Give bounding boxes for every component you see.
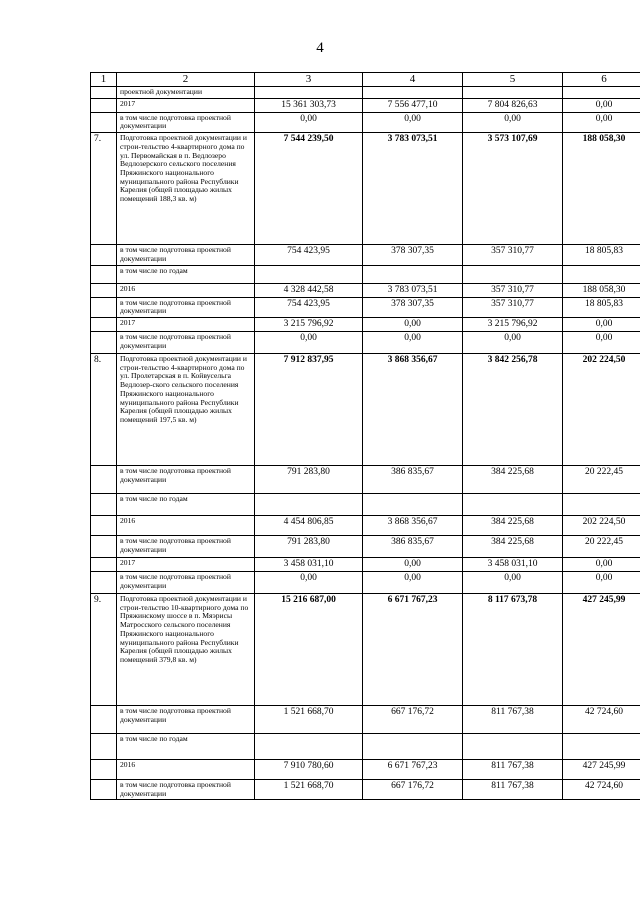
table-row bbox=[91, 572, 640, 594]
value-federal: 6 671 767,23 bbox=[363, 594, 463, 706]
row-index bbox=[91, 245, 117, 265]
row-description: в том числе подготовка проектной документации bbox=[117, 466, 255, 494]
row-index bbox=[91, 780, 117, 800]
value-local bbox=[563, 265, 640, 283]
row-description: в том числе подготовка проектной документации bbox=[117, 572, 255, 594]
row-index bbox=[91, 558, 117, 572]
table-row bbox=[91, 133, 640, 245]
row-index bbox=[91, 98, 117, 112]
value-regional: 0,00 bbox=[463, 332, 563, 354]
table-row bbox=[91, 332, 640, 354]
value-total: 1 521 668,70 bbox=[255, 706, 363, 734]
row-description: в том числе подготовка проектной документации bbox=[117, 706, 255, 734]
value-regional: 384 225,68 bbox=[463, 466, 563, 494]
value-local: 0,00 bbox=[563, 572, 640, 594]
value-total: 15 361 303,73 bbox=[255, 98, 363, 112]
table-header-row bbox=[91, 73, 640, 87]
value-regional: 811 767,38 bbox=[463, 760, 563, 780]
value-local: 188 058,30 bbox=[563, 283, 640, 297]
row-index: 8. bbox=[91, 354, 117, 466]
value-federal: 3 868 356,67 bbox=[363, 354, 463, 466]
row-index bbox=[91, 572, 117, 594]
value-local: 0,00 bbox=[563, 98, 640, 112]
row-index bbox=[91, 494, 117, 516]
value-regional: 3 215 796,92 bbox=[463, 318, 563, 332]
header-cell: 6 bbox=[563, 73, 640, 87]
value-total: 754 423,95 bbox=[255, 245, 363, 265]
value-federal: 378 307,35 bbox=[363, 245, 463, 265]
value-regional: 3 458 031,10 bbox=[463, 558, 563, 572]
value-regional: 384 225,68 bbox=[463, 516, 563, 536]
value-federal: 667 176,72 bbox=[363, 780, 463, 800]
budget-table bbox=[90, 72, 640, 800]
value-total bbox=[255, 265, 363, 283]
table-row bbox=[91, 245, 640, 265]
value-local: 0,00 bbox=[563, 558, 640, 572]
row-description: проектной документации bbox=[117, 87, 255, 99]
value-federal bbox=[363, 87, 463, 99]
value-federal: 378 307,35 bbox=[363, 297, 463, 317]
value-federal: 0,00 bbox=[363, 112, 463, 132]
row-description: Подготовка проектной документации и строи-тельство 4-квартирного дома по ул. Пролетарская в п. Койвусельга Ведлозер-ского сельского поселения Пряжинского национального муниципального района Республики Карелия (общей площадью жилых помещений 197,5 кв. м) bbox=[117, 354, 255, 466]
table-row bbox=[91, 558, 640, 572]
value-federal: 0,00 bbox=[363, 318, 463, 332]
value-local bbox=[563, 87, 640, 99]
value-federal: 386 835,67 bbox=[363, 466, 463, 494]
row-index bbox=[91, 283, 117, 297]
header-cell: 5 bbox=[463, 73, 563, 87]
value-local: 427 245,99 bbox=[563, 594, 640, 706]
table-row bbox=[91, 734, 640, 760]
value-total: 3 458 031,10 bbox=[255, 558, 363, 572]
value-local: 202 224,50 bbox=[563, 516, 640, 536]
value-local: 188 058,30 bbox=[563, 133, 640, 245]
row-description: 2016 bbox=[117, 283, 255, 297]
table-row bbox=[91, 494, 640, 516]
page-number: 4 bbox=[316, 40, 324, 56]
value-local: 18 805,83 bbox=[563, 245, 640, 265]
row-index bbox=[91, 332, 117, 354]
row-index bbox=[91, 536, 117, 558]
row-index bbox=[91, 466, 117, 494]
value-total bbox=[255, 87, 363, 99]
value-local: 0,00 bbox=[563, 318, 640, 332]
table-row bbox=[91, 706, 640, 734]
value-federal: 386 835,67 bbox=[363, 536, 463, 558]
value-total: 4 328 442,58 bbox=[255, 283, 363, 297]
row-description: 2017 bbox=[117, 558, 255, 572]
row-description: в том числе подготовка проектной документации bbox=[117, 112, 255, 132]
row-index bbox=[91, 87, 117, 99]
row-index bbox=[91, 265, 117, 283]
value-federal: 3 783 073,51 bbox=[363, 283, 463, 297]
table-row bbox=[91, 265, 640, 283]
value-federal bbox=[363, 494, 463, 516]
row-description: 2017 bbox=[117, 98, 255, 112]
value-regional: 7 804 826,63 bbox=[463, 98, 563, 112]
table-row bbox=[91, 318, 640, 332]
row-description: в том числе подготовка проектной документации bbox=[117, 245, 255, 265]
value-federal: 3 868 356,67 bbox=[363, 516, 463, 536]
row-description: Подготовка проектной документации и строи-тельство 10-квартирного дома по Пряжинскому шоссе в п. Мяэрисы Матросского сельского поселения Пряжинского национального муниципального района Республики Карелия (общей площадью жилых помещений 379,8 кв. м) bbox=[117, 594, 255, 706]
row-description: в том числе подготовка проектной документации bbox=[117, 332, 255, 354]
table-row bbox=[91, 112, 640, 132]
row-description: 2016 bbox=[117, 516, 255, 536]
value-federal bbox=[363, 734, 463, 760]
table-row bbox=[91, 98, 640, 112]
row-description: 2016 bbox=[117, 760, 255, 780]
row-description: Подготовка проектной документации и строи-тельство 4-квартирного дома по ул. Первомайская в п. Ведлозеро Ведлозерского сельского поселения Пряжинского национального муниципального района Республики Карелия (общей площадью жилых помещений 188,3 кв. м) bbox=[117, 133, 255, 245]
row-index bbox=[91, 297, 117, 317]
row-index: 9. bbox=[91, 594, 117, 706]
table-row bbox=[91, 594, 640, 706]
value-total bbox=[255, 734, 363, 760]
value-total: 754 423,95 bbox=[255, 297, 363, 317]
value-federal: 667 176,72 bbox=[363, 706, 463, 734]
value-local bbox=[563, 734, 640, 760]
value-total: 15 216 687,00 bbox=[255, 594, 363, 706]
value-federal: 6 671 767,23 bbox=[363, 760, 463, 780]
value-total: 0,00 bbox=[255, 572, 363, 594]
header-cell: 4 bbox=[363, 73, 463, 87]
header-cell: 2 bbox=[117, 73, 255, 87]
value-local: 202 224,50 bbox=[563, 354, 640, 466]
value-local bbox=[563, 494, 640, 516]
value-regional: 3 842 256,78 bbox=[463, 354, 563, 466]
value-total: 7 544 239,50 bbox=[255, 133, 363, 245]
value-regional: 357 310,77 bbox=[463, 283, 563, 297]
value-total: 3 215 796,92 bbox=[255, 318, 363, 332]
value-total: 1 521 668,70 bbox=[255, 780, 363, 800]
table-row bbox=[91, 283, 640, 297]
row-index bbox=[91, 706, 117, 734]
value-total: 7 912 837,95 bbox=[255, 354, 363, 466]
value-federal: 7 556 477,10 bbox=[363, 98, 463, 112]
row-description: в том числе по годам bbox=[117, 265, 255, 283]
row-description: в том числе подготовка проектной документации bbox=[117, 536, 255, 558]
value-regional bbox=[463, 494, 563, 516]
value-regional: 3 573 107,69 bbox=[463, 133, 563, 245]
row-description: в том числе по годам bbox=[117, 494, 255, 516]
value-local: 42 724,60 bbox=[563, 780, 640, 800]
header-cell: 1 bbox=[91, 73, 117, 87]
value-federal: 0,00 bbox=[363, 572, 463, 594]
value-total: 0,00 bbox=[255, 112, 363, 132]
table-row bbox=[91, 466, 640, 494]
value-federal bbox=[363, 265, 463, 283]
value-regional: 0,00 bbox=[463, 572, 563, 594]
table-row bbox=[91, 297, 640, 317]
value-regional: 357 310,77 bbox=[463, 297, 563, 317]
row-index bbox=[91, 760, 117, 780]
value-regional: 0,00 bbox=[463, 112, 563, 132]
value-federal: 0,00 bbox=[363, 332, 463, 354]
value-local: 0,00 bbox=[563, 332, 640, 354]
row-description: в том числе подготовка проектной документации bbox=[117, 297, 255, 317]
value-local: 42 724,60 bbox=[563, 706, 640, 734]
value-regional bbox=[463, 734, 563, 760]
value-regional: 357 310,77 bbox=[463, 245, 563, 265]
value-total: 791 283,80 bbox=[255, 466, 363, 494]
value-local: 20 222,45 bbox=[563, 536, 640, 558]
table-row bbox=[91, 760, 640, 780]
value-total: 7 910 780,60 bbox=[255, 760, 363, 780]
value-regional bbox=[463, 265, 563, 283]
value-local: 20 222,45 bbox=[563, 466, 640, 494]
row-index: 7. bbox=[91, 133, 117, 245]
row-description: в том числе по годам bbox=[117, 734, 255, 760]
value-total bbox=[255, 494, 363, 516]
value-regional: 811 767,38 bbox=[463, 706, 563, 734]
value-federal: 0,00 bbox=[363, 558, 463, 572]
value-local: 18 805,83 bbox=[563, 297, 640, 317]
row-index bbox=[91, 516, 117, 536]
row-index bbox=[91, 734, 117, 760]
value-regional bbox=[463, 87, 563, 99]
value-total: 4 454 806,85 bbox=[255, 516, 363, 536]
value-regional: 8 117 673,78 bbox=[463, 594, 563, 706]
value-total: 0,00 bbox=[255, 332, 363, 354]
value-federal: 3 783 073,51 bbox=[363, 133, 463, 245]
value-total: 791 283,80 bbox=[255, 536, 363, 558]
row-description: в том числе подготовка проектной документации bbox=[117, 780, 255, 800]
table-row bbox=[91, 354, 640, 466]
value-regional: 811 767,38 bbox=[463, 780, 563, 800]
table-row bbox=[91, 780, 640, 800]
row-description: 2017 bbox=[117, 318, 255, 332]
table-row bbox=[91, 87, 640, 99]
value-regional: 384 225,68 bbox=[463, 536, 563, 558]
value-local: 427 245,99 bbox=[563, 760, 640, 780]
table-row bbox=[91, 536, 640, 558]
value-local: 0,00 bbox=[563, 112, 640, 132]
row-index bbox=[91, 112, 117, 132]
table-row bbox=[91, 516, 640, 536]
row-index bbox=[91, 318, 117, 332]
header-cell: 3 bbox=[255, 73, 363, 87]
